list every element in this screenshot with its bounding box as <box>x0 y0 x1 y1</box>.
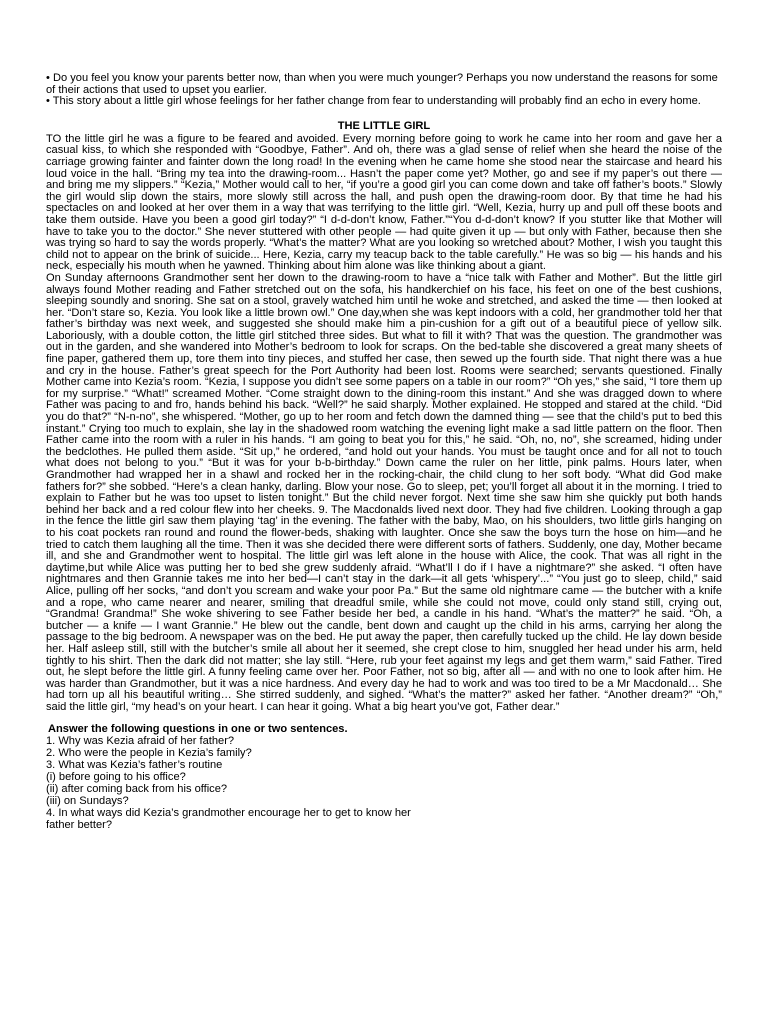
story-paragraph: On Sunday afternoons Grandmother sent her down to the drawing-room to have a “nice talk with Father and Mother”. But the little girl always found Mother reading and Father stretched out on the sofa, his handkerchief on his face, his feet on one of the best cushions, sleeping soundly and snoring. She sat on a stool, gravely watched him until he woke and stretched, and asked the time — then looked at her. “Don’t stare so, Kezia. You look like a little brown owl.” One day,when she was kept indoors with a cold, her grandmother told her that father’s birthday was next week, and suggested she should make him a pin-cushion for a gift out of a beautiful piece of yellow silk. Laboriously, with a double cotton, the little girl stitched three sides. But what to fill it with? That was the question. The grandmother was out in the garden, and she wandered into Mother’s bedroom to look for scraps. On the bed-table she discovered a great many sheets of fine paper, gathered them up, tore them into tiny pieces, and stuffed her case, then sewed up the fourth side. That night there was a hue and cry in the house. Father’s great speech for the Port Authority had been lost. Rooms were searched; servants questioned. Finally Mother came into Kezia’s room. “Kezia, I suppose you didn’t see some papers on a table in our room?” “Oh yes,” she said, “I tore them up for my surprise.” “What!” screamed Mother. “Come straight down to the dining-room this instant.” And she was dragged down to where Father was pacing to and fro, hands behind his back. “Well?” he said sharply. Mother explained. He stopped and stared at the child. “Did you do that?” “N-n-no”, she whispered. “Mother, go up to her room and fetch down the damned thing — see that the child’s put to bed this instant.” Crying too much to explain, she lay in the shadowed room watching the evening light make a sad little pattern on the floor. Then Father came into the room with a ruler in his hands. “I am going to beat you for this,” he said. “Oh, no, no”, she screamed, hiding under the bedclothes. He pulled them aside. “Sit up,” he ordered, “and hold out your hands. You must be taught once and for all not to touch what does not belong to you.” “But it was for your b-b-birthday.” Down came the ruler on her little, pink palms. Hours later, when Grandmother had wrapped her in a shawl and rocked her in the rocking-chair, the child clung to her soft body. “What did God make fathers for?” she sobbed. “Here’s a clean hanky, darling. Blow your nose. Go to sleep, pet; you’ll forget all about it in the morning. I tried to explain to Father but he was too upset to listen tonight.” But the child never forgot. Next time she saw him she quickly put both hands behind her back and a red colour flew into her cheeks. 9. The Macdonalds lived next door. They had five children. Looking through a gap in the fence the little girl saw them playing ‘tag’ in the evening. The father with the baby, Mao, on his shoulders, two little girls hanging on to his coat pockets ran round and round the flower-beds, shaking with laughter. Once she saw the boys turn the hose on him—and he tried to catch them laughing all the time. Then it was she decided there were different sorts of fathers. Suddenly, one day, Mother became ill, and she and Grandmother went to hospital. The little girl was left alone in the house with Alice, the cook. That was all right in the daytime,but while Alice was putting her to bed she grew suddenly afraid. “What’ll I do if I have a nightmare?” she asked. “I often have nightmares and then Grannie takes me into her bed—I can’t stay in the dark—it all gets ‘whispery’...” “You just go to sleep, child,” said Alice, pulling off her socks, “and don’t you scream and wake your poor Pa.” But the same old nightmare came — the butcher with a knife and a rope, who came nearer and nearer, smiling that dreadful smile, while she could not move, could only stand still, crying out, “Grandma! Grandma!” She woke shivering to see Father beside her bed, a candle in his hand. “What’s the matter?” he said. “Oh, a butcher — a knife — I want Grannie.” He blew out the candle, bent down and caught up the child in his arms, carrying her along the passage to the big bedroom. A newspaper was on the bed. He put away the paper, then carefully tucked up the child. He lay down beside her. Half asleep still, still with the butcher’s smile all about her it seemed, she crept close to him, snuggled her head under his arm, held tightly to his shirt. Then the dark did not matter; she lay still. “Here, rub your feet against my legs and get them warm,” said Father. Tired out, he slept before the little girl. A funny feeling came over her. Poor Father, not so big, after all — and with no one to look after him. He was harder than Grandmother, but it was a nice hardness. And every day he had to work and was too tired to be a Mr Macdonald… She had torn up all his beautiful writing… She stirred suddenly, and sighed. “What’s the matter?” asked her father. “Another dream?” “Oh,” said the little girl, “my head’s on your heart. I can hear it going. What a big heart you’ve got, Father dear.” <box>46 271 722 713</box>
questions-section <box>46 723 722 831</box>
questions-heading: Answer the following questions in one or two sentences. <box>48 723 348 736</box>
intro-bullet: • This story about a little girl whose feelings for her father change from fear to understanding will probably find an echo in every home. <box>46 95 701 108</box>
question-line: (iii) on Sundays? <box>46 795 129 807</box>
question-line: (i) before going to his office? <box>46 771 186 784</box>
document-page <box>46 73 722 832</box>
question-line: 2. Who were the people in Kezia’s family? <box>46 747 252 760</box>
question-line: father better? <box>46 818 112 831</box>
question-line: 4. In what ways did Kezia’s grandmother encourage her to get to know her <box>46 806 411 819</box>
question-line: 3. What was Kezia’s father’s routine <box>46 759 223 772</box>
story-body <box>46 134 722 714</box>
intro-bullet: • Do you feel you know your parents better now, than when you were much younger? Perhaps you now understand the reasons for some of their actions that used to upset you earlier. <box>46 72 718 96</box>
question-line: 1. Why was Kezia afraid of her father? <box>46 735 235 748</box>
story-paragraph: TO the little girl he was a figure to be feared and avoided. Every morning before going to work he came into her room and gave her a casual kiss, to which she responded with “Goodbye, Father”. And oh, there was a glad sense of relief when she heard the noise of the carriage growing fainter and fainter down the long road! In the evening when he came home she stood near the staircase and heard his loud voice in the hall. “Bring my tea into the drawing-room... Hasn’t the paper come yet? Mother, go and see if my paper’s out there — and bring me my slippers.” “Kezia,” Mother would call to her, “if you’re a good girl you can come down and take off father’s boots.” Slowly the girl would slip down the stairs, more slowly still across the hall, and push open the drawing-room door. By that time he had his spectacles on and looked at her over them in a way that was terrifying to the little girl. “Well, Kezia, hurry up and pull off these boots and take them outside. Have you been a good girl today?” “I d-d-don’t know, Father.”“You d-d-don’t know? If you stutter like that Mother will have to take you to the doctor.” She never stuttered with other people — had quite given it up — but only with Father, because then she was trying so hard to say the words properly. “What’s the matter? What are you looking so wretched about? Mother, I wish you taught this child not to appear on the brink of suicide... Here, Kezia, carry my teacup back to the table carefully.” He was so big — his hands and his neck, especially his mouth when he yawned. Thinking about him alone was like thinking about a giant. <box>46 132 722 273</box>
intro-section <box>46 73 722 108</box>
question-line: (ii) after coming back from his office? <box>46 783 228 796</box>
story-title: THE LITTLE GIRL <box>337 119 431 132</box>
